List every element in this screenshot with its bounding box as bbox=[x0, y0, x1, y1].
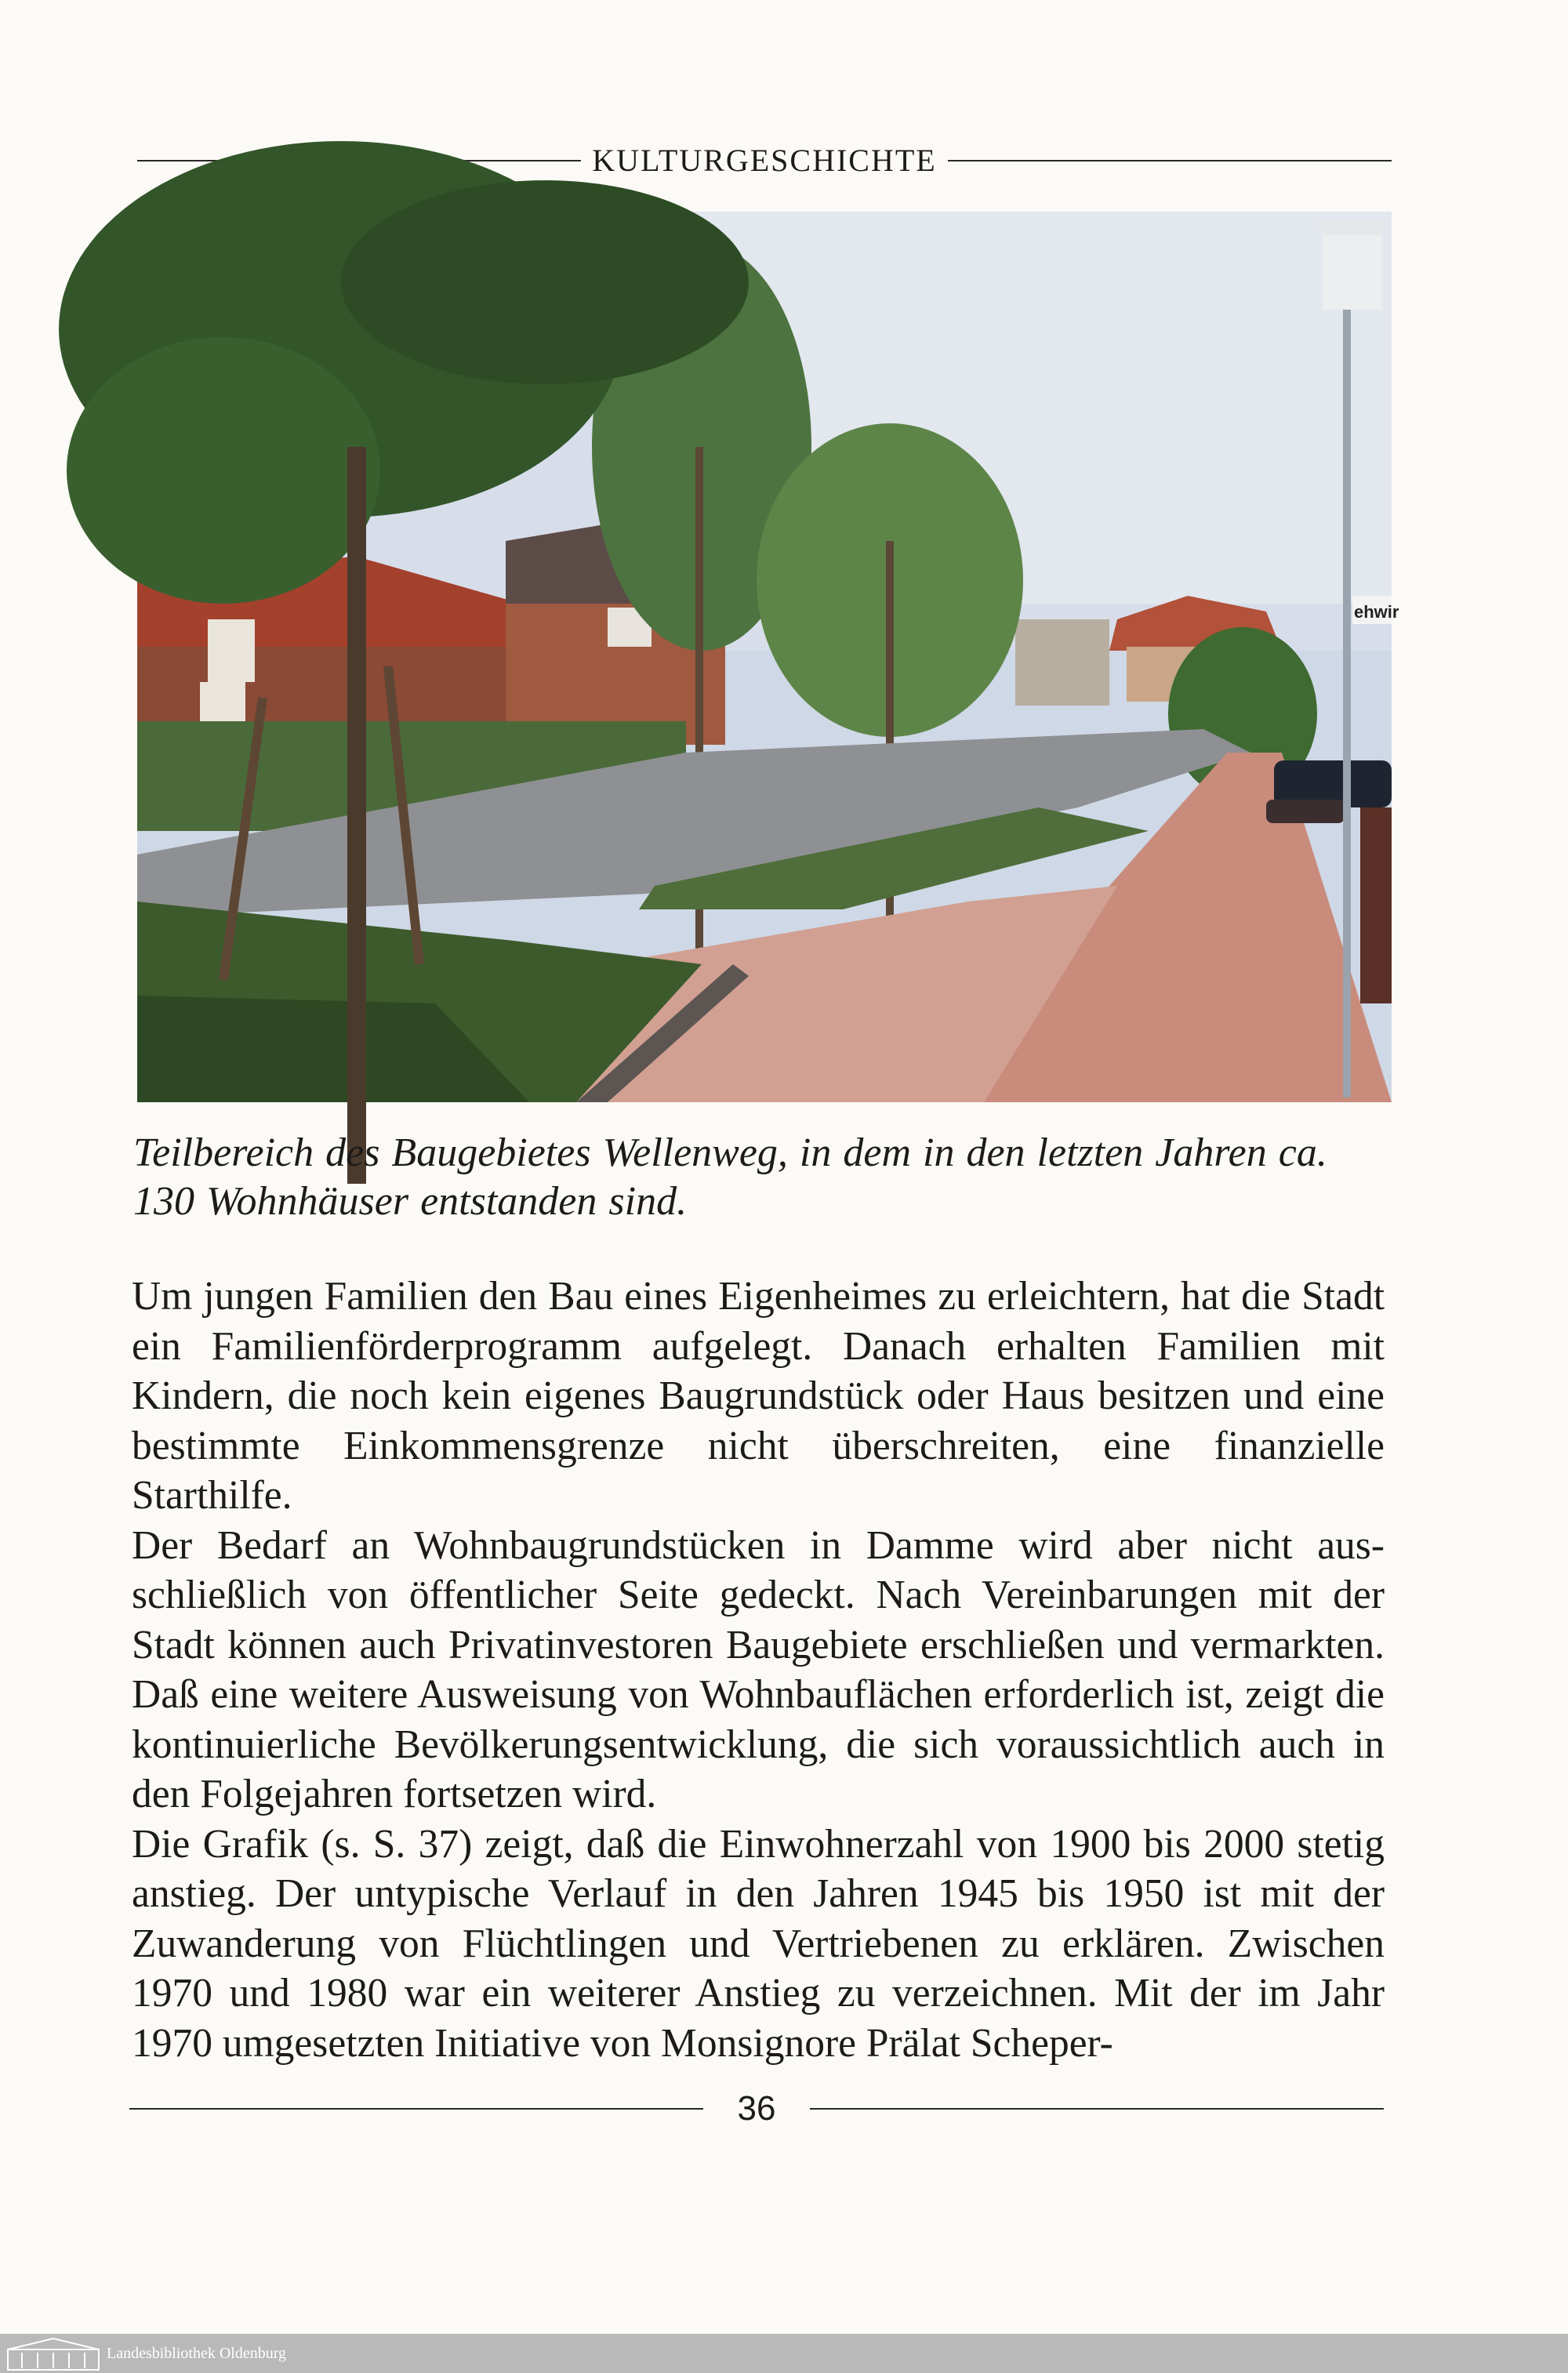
library-building-icon bbox=[6, 2335, 100, 2371]
garden-fence bbox=[1360, 807, 1392, 1003]
paragraph: Der Bedarf an Wohnbaugrundstücken in Damme wird aber nicht ausschließlich von öffentlicher Seite gedeckt. Nach Vereinbarungen mit der Stadt können auch Privatinvestoren Baugebiete erschließen und vermarkten. Daß eine weitere Ausweisung von Wohnbauflächen erforderlich ist, zeigt die kontinuierliche Bevölkerungsentwicklung, die sich voraussichtlich auch in den Folgejahren fortsetzen wird. bbox=[132, 1522, 1385, 1816]
street-photo bbox=[137, 212, 1399, 1102]
section-title: KULTURGESCHICHTE bbox=[592, 143, 937, 178]
library-bar bbox=[0, 2334, 1568, 2373]
footer-rule-right bbox=[810, 2108, 1384, 2110]
page-number: 36 bbox=[737, 2089, 776, 2128]
paragraph: Um jungen Familien den Bau eines Eigenheimes zu erleichtern, hat die Stadt ein Familienförderprogramm aufgelegt. Danach erhalten Familien mit Kindern, die noch kein eigenes Baugrundstück oder Haus besitzen und eine bestimmte Einkommensgrenze nicht überschreiten, eine finanzielle Starthilfe. bbox=[132, 1274, 1385, 1518]
library-name: Landesbibliothek Oldenburg bbox=[107, 2344, 287, 2362]
body-text bbox=[132, 1272, 1385, 2068]
figure-caption: Teilbereich des Baugebietes Wellenweg, in dem in den letzten Jahren ca. 130 Wohnhäuser entstanden sind. bbox=[133, 1130, 1327, 1225]
header-rule-right bbox=[948, 160, 1392, 161]
paragraph: Die Grafik (s. S. 37) zeigt, daß die Einwohnerzahl von 1900 bis 2000 stetig anstieg. Der untypische Verlauf in den Jahren 1945 bis 1950 ist mit der Zuwanderung von Flüchtlingen und Vertriebenen zu erklären. Zwischen 1970 und 1980 war ein weiterer Anstieg zu verzeichnen. Mit der im Jahr 1970 umgesetzten Initiative von Monsignore Prälat Scheper- bbox=[132, 1821, 1385, 2066]
street-lamp-head bbox=[1313, 221, 1392, 235]
street-photo-illustration bbox=[137, 212, 1399, 1102]
street-sign-text: ehwir bbox=[1354, 602, 1399, 622]
footer-rule-left bbox=[129, 2108, 703, 2110]
street-lamp-pole bbox=[1343, 306, 1351, 1098]
chestnut-tree-trunk bbox=[347, 447, 366, 1184]
page-footer bbox=[129, 2085, 1384, 2132]
